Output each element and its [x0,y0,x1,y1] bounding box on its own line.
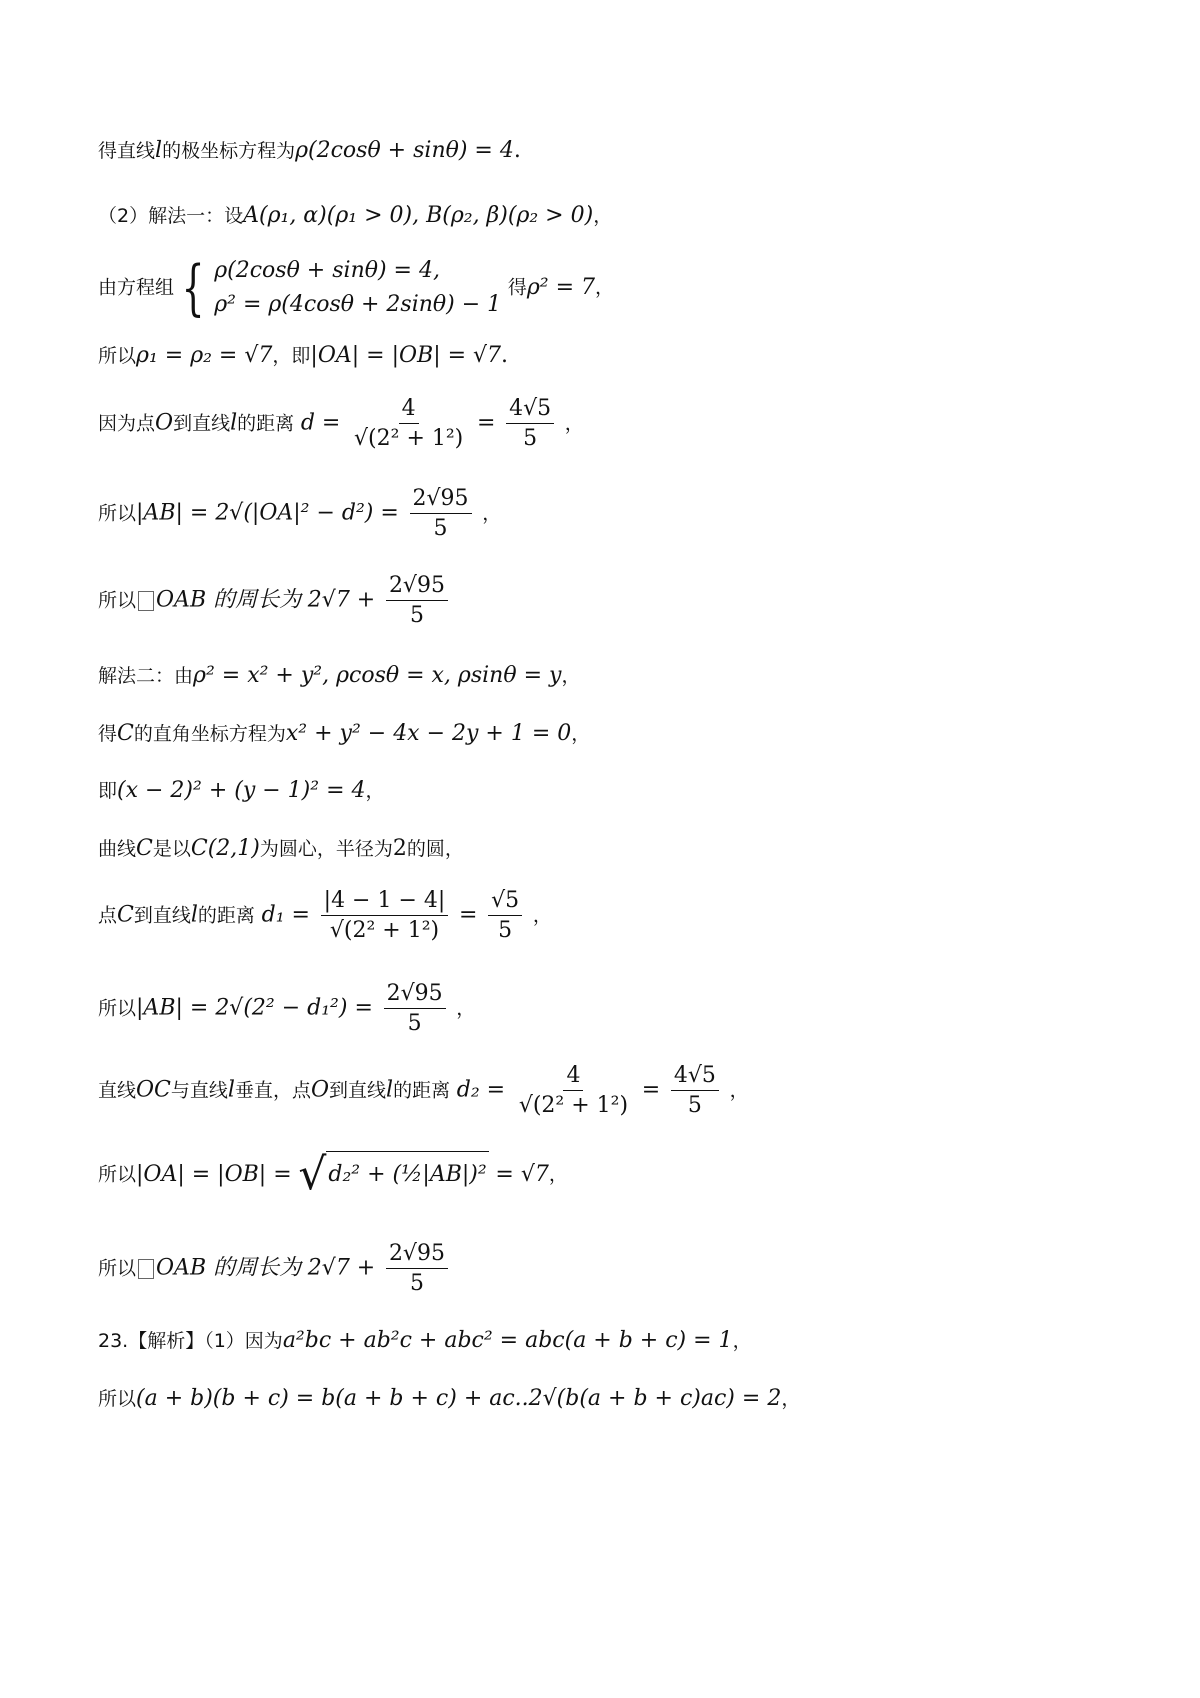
solution-line-9: 得C的直角坐标方程为x² + y² − 4x − 2y + 1 = 0， [98,721,591,746]
solution-line-15: 所以|OA| = |OB| = √d₂² + (½|AB|)² = √7， [98,1149,568,1200]
left-brace: { [181,253,205,323]
solution-line-14: 直线OC与直线l垂直，点O到直线l的距离 d₂ = $\frac{4}{\text{√(2² + 1²)}}$ = $\frac{4√5}{5}$ ， [98,1063,749,1118]
solution-line-4: 所以ρ₁ = ρ₂ = √7，即|OA| = |OB| = √7. [98,343,509,368]
solution-line-13: 所以|AB| = 2√(2² − d₁²) = $\frac{2√95}{5}$ ， [98,981,476,1036]
solution-line-11: 曲线C是以C(2,1)为圆心，半径为2的圆， [98,836,464,861]
fraction: $\frac{2√95}{5}$ [384,983,446,1035]
fraction: $\frac{2√95}{5}$ [386,575,448,627]
solution-line-1: 得直线l的极坐标方程为ρ(2cosθ + sinθ) = 4. [98,138,521,163]
solution-line-8: 解法二：由ρ² = x² + y², ρcosθ = x, ρsinθ = y， [98,663,581,688]
fraction: $\frac{4}{\text{√(2² + 1²)}}$ [354,396,464,451]
fraction: $\frac{2√95}{5}$ [410,488,472,540]
fraction: $\frac{4√5}{5}$ [506,398,554,450]
fraction: $\frac{√5}{5}$ [488,890,522,942]
solution-line-6: 所以|AB| = 2√(|OA|² − d²) = $\frac{2√95}{5}$ ， [98,486,502,541]
solution-line-2: （2）解法一：设A(ρ₁, α)(ρ₁ > 0), B(ρ₂, β)(ρ₂ > 0)， [98,203,613,228]
solution-line-5: 因为点O到直线l的距离 d = $\frac{4}{\text{√(2² + 1²)}}$ = $\frac{4√5}{5}$ ， [98,396,584,451]
triangle-symbol-icon [138,1259,154,1279]
solution-line-18: 所以(a + b)(b + c) = b(a + b + c) + ac..2√(b(a + b + c)ac) = 2， [98,1386,801,1411]
fraction: $\frac{|4 - 1 - 4|}{\text{√(2² + 1²)}}$ [321,890,449,942]
radical-sign: √ [298,1149,327,1200]
fraction: $\frac{2√95}{5}$ [386,1243,448,1295]
solution-line-16: 所以 OAB 的周长为 2√7 + $\frac{2√95}{5}$ [98,1243,452,1295]
solution-line-7: 所以 OAB 的周长为 2√7 + $\frac{2√95}{5}$ [98,575,452,627]
fraction: $\frac{4√5}{5}$ [671,1065,719,1117]
solution-line-3-system: 由方程组 { ρ(2cosθ + sinθ) = 4, ρ² = ρ(4cosθ + 2sinθ) − 1 得ρ² = 7， [98,253,615,323]
triangle-symbol-icon [138,591,154,611]
solution-line-10: 即(x − 2)² + (y − 1)² = 4， [98,778,385,803]
solution-line-12: 点C到直线l的距离 d₁ = $\frac{|4 - 1 - 4|}{\text{√(2² + 1²)}}$ = $\frac{√5}{5}$ ， [98,888,552,943]
solution-line-17: 23.【解析】（1）因为a²bc + ab²c + abc² = abc(a + b + c) = 1， [98,1328,752,1353]
equation-system: { ρ(2cosθ + sinθ) = 4, ρ² = ρ(4cosθ + 2sinθ) − 1 [181,253,502,323]
fraction: $\frac{4}{\text{√(2² + 1²)}}$ [518,1063,629,1118]
